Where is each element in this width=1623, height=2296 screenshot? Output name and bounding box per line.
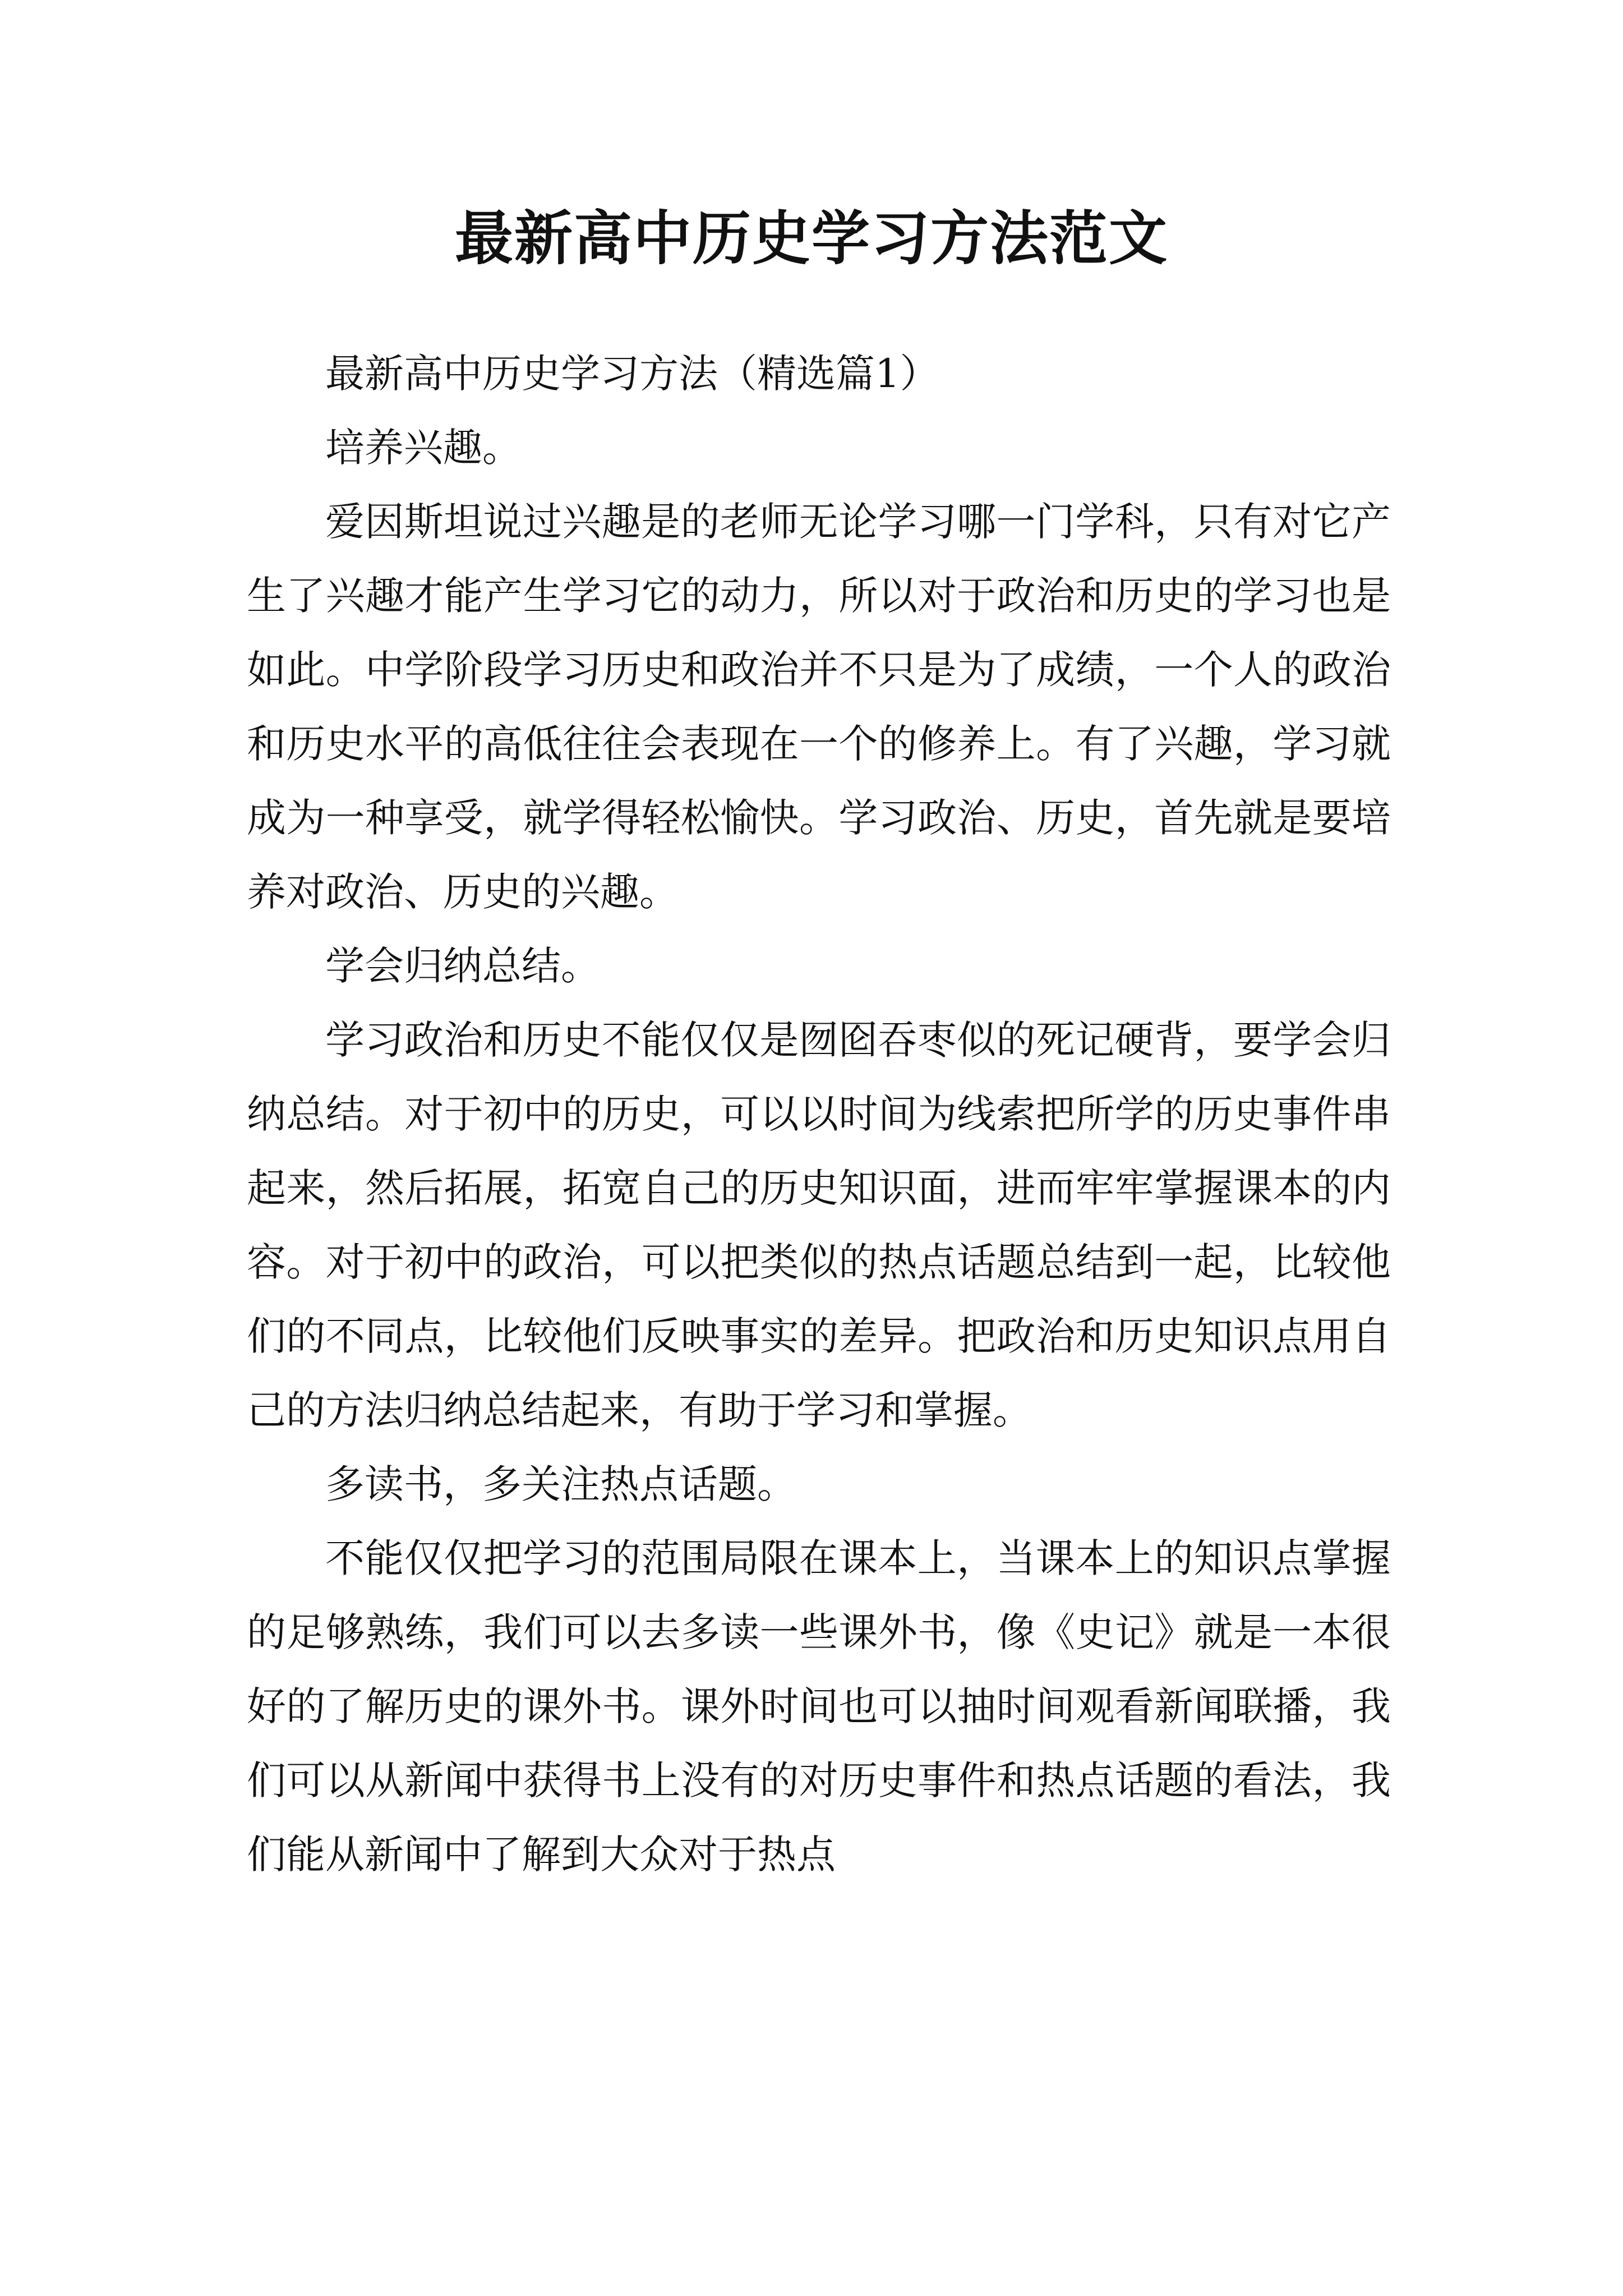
document-body xyxy=(247,337,1391,1892)
heading-selected-article: 最新高中历史学习方法（精选篇1） xyxy=(325,351,939,397)
section-heading-interest: 培养兴趣。 xyxy=(325,425,522,471)
section-heading-summarize: 学会归纳总结。 xyxy=(325,943,600,989)
paragraph-interest: 爱因斯坦说过兴趣是的老师无论学习哪一门学科，只有对它产生了兴趣才能产生学习它的动力，所以对于政治和历史的学习也是如此。中学阶段学习历史和政治并不只是为了成绩，一个人的政治和历史水平的高低往往会表现在一个的修养上。有了兴趣，学习就成为一种享受，就学得轻松愉快。学习政治、历史，首先就是要培养对政治、历史的兴趣。 xyxy=(247,499,1391,915)
paragraph-reading: 不能仅仅把学习的范围局限在课本上，当课本上的知识点掌握的足够熟练，我们可以去多读一些课外书，像《史记》就是一本很好的了解历史的课外书。课外时间也可以抽时间观看新闻联播，我们可以从新闻中获得书上没有的对历史事件和热点话题的看法，我们能从新闻中了解到大众对于热点 xyxy=(247,1535,1391,1878)
section-heading-reading: 多读书，多关注热点话题。 xyxy=(325,1461,796,1507)
document-title: 最新高中历史学习方法范文 xyxy=(454,204,1168,273)
paragraph-summarize: 学习政治和历史不能仅仅是囫囵吞枣似的死记硬背，要学会归纳总结。对于初中的历史，可以以时间为线索把所学的历史事件串起来，然后拓展，拓宽自己的历史知识面，进而牢牢掌握课本的内容。对于初中的政治，可以把类似的热点话题总结到一起，比较他们的不同点，比较他们反映事实的差异。把政治和历史知识点用自己的方法归纳总结起来，有助于学习和掌握。 xyxy=(247,1017,1391,1433)
